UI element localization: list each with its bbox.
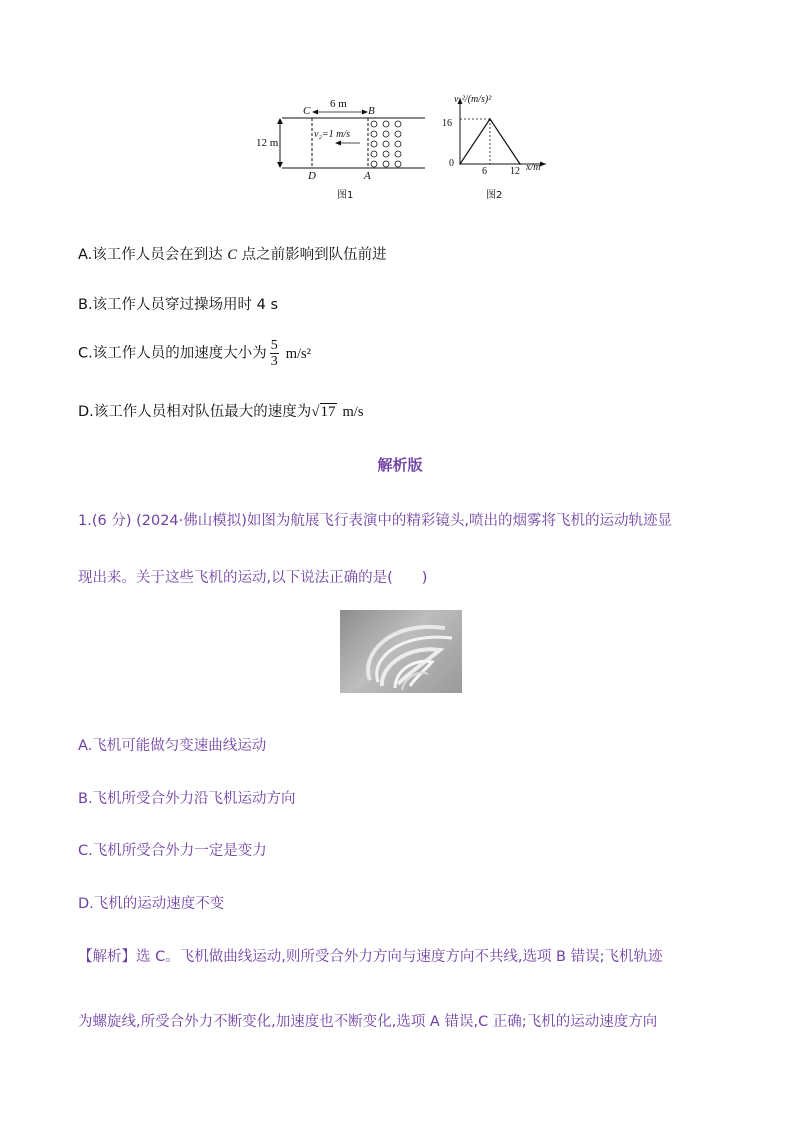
crowd-dot xyxy=(383,131,389,137)
fraction xyxy=(270,338,279,369)
width-arrow-left-icon xyxy=(312,110,318,115)
crowd-dot xyxy=(383,141,389,147)
option-d-top xyxy=(78,400,363,421)
crowd-dot xyxy=(371,161,377,167)
chart-point xyxy=(459,163,461,165)
option-d-prefix: D.该工作人员相对队伍最大的速度为 xyxy=(78,404,312,420)
height-label: 12 m xyxy=(256,137,279,149)
fraction-denominator: 3 xyxy=(270,354,278,369)
label-c: C xyxy=(303,105,311,117)
analysis-line-2: 为螺旋线,所受合外力不断变化,加速度也不断变化,选项 A 错误,C 正确;飞机的运动速度方向 xyxy=(78,1014,658,1030)
option-c-top xyxy=(78,338,311,369)
crowd-dot xyxy=(383,121,389,127)
option-b-top: B.该工作人员穿过操场用时 4 s xyxy=(78,297,279,313)
option-b-bottom: B.飞机所受合外力沿飞机运动方向 xyxy=(78,791,296,807)
crowd-dot xyxy=(395,141,401,147)
crowd-dot xyxy=(395,131,401,137)
question-line-2: 现出来。关于这些飞机的运动,以下说法正确的是( ) xyxy=(78,570,428,586)
square-root: √17 xyxy=(311,404,336,420)
label-a: A xyxy=(364,170,371,182)
label-b: B xyxy=(368,105,375,117)
option-a-top xyxy=(78,243,387,264)
question-line-1: 1.(6 分) (2024·佛山模拟)如图为航展飞行表演中的精彩镜头,喷出的烟雾将飞机的运动轨迹显 xyxy=(78,513,673,529)
crowd-dots xyxy=(371,121,401,167)
option-a-bottom: A.飞机可能做匀变速曲线运动 xyxy=(78,738,267,754)
crowd-dot xyxy=(395,151,401,157)
option-d-unit: m/s xyxy=(342,404,364,420)
figure-2-caption: 图2 xyxy=(486,190,503,201)
crowd-dot xyxy=(371,121,377,127)
crowd-dot xyxy=(371,151,377,157)
smoke-trails-image xyxy=(340,610,462,693)
option-c-unit: m/s² xyxy=(285,345,312,362)
crowd-dot xyxy=(383,161,389,167)
origin-label: 0 xyxy=(449,158,454,169)
radicand: 17 xyxy=(320,404,336,420)
fraction-numerator: 5 xyxy=(270,338,278,353)
crowd-dot xyxy=(371,141,377,147)
option-a-prefix: A.该工作人员会在到达 xyxy=(78,247,228,263)
crowd-dot xyxy=(371,131,377,137)
option-a-suffix: 点之前影响到队伍前进 xyxy=(237,247,387,263)
height-arrow-down-icon xyxy=(277,162,283,168)
option-d-bottom: D.飞机的运动速度不变 xyxy=(78,896,225,912)
analysis-line-1: 【解析】选 C。飞机做曲线运动,则所受合外力方向与速度方向不共线,选项 B 错误;飞机轨迹 xyxy=(78,949,663,965)
airshow-photo xyxy=(340,610,462,693)
height-arrow-up-icon xyxy=(277,118,283,124)
v-squared-chart xyxy=(436,92,556,200)
series-line xyxy=(460,119,520,164)
option-c-prefix: C.该工作人员的加速度大小为 xyxy=(78,345,267,362)
x-tick-6: 6 xyxy=(482,166,487,177)
y-axis-label: v₁²/(m/s)² xyxy=(454,94,492,105)
figure-1 xyxy=(250,100,430,200)
label-d: D xyxy=(308,170,316,182)
chart-point xyxy=(519,163,521,165)
x-axis-label: x/m xyxy=(526,162,541,173)
chart-point xyxy=(489,118,491,120)
crowd-dot xyxy=(383,151,389,157)
field-diagram xyxy=(250,100,430,200)
x-tick-12: 12 xyxy=(510,166,520,177)
section-title: 解析版 xyxy=(377,456,423,474)
figure-2 xyxy=(436,92,556,200)
option-c-bottom: C.飞机所受合外力一定是变力 xyxy=(78,843,267,859)
crowd-dot xyxy=(395,121,401,127)
x-axis-arrow-icon xyxy=(540,162,546,167)
velocity-label: v₂=1 m/s xyxy=(314,129,351,140)
velocity-arrow-icon xyxy=(335,141,341,146)
crowd-dot xyxy=(395,161,401,167)
data-points xyxy=(459,118,521,165)
figure-1-caption: 图1 xyxy=(337,190,354,201)
option-a-var: C xyxy=(227,247,238,263)
width-label: 6 m xyxy=(330,98,347,110)
y-tick-16: 16 xyxy=(442,118,452,129)
